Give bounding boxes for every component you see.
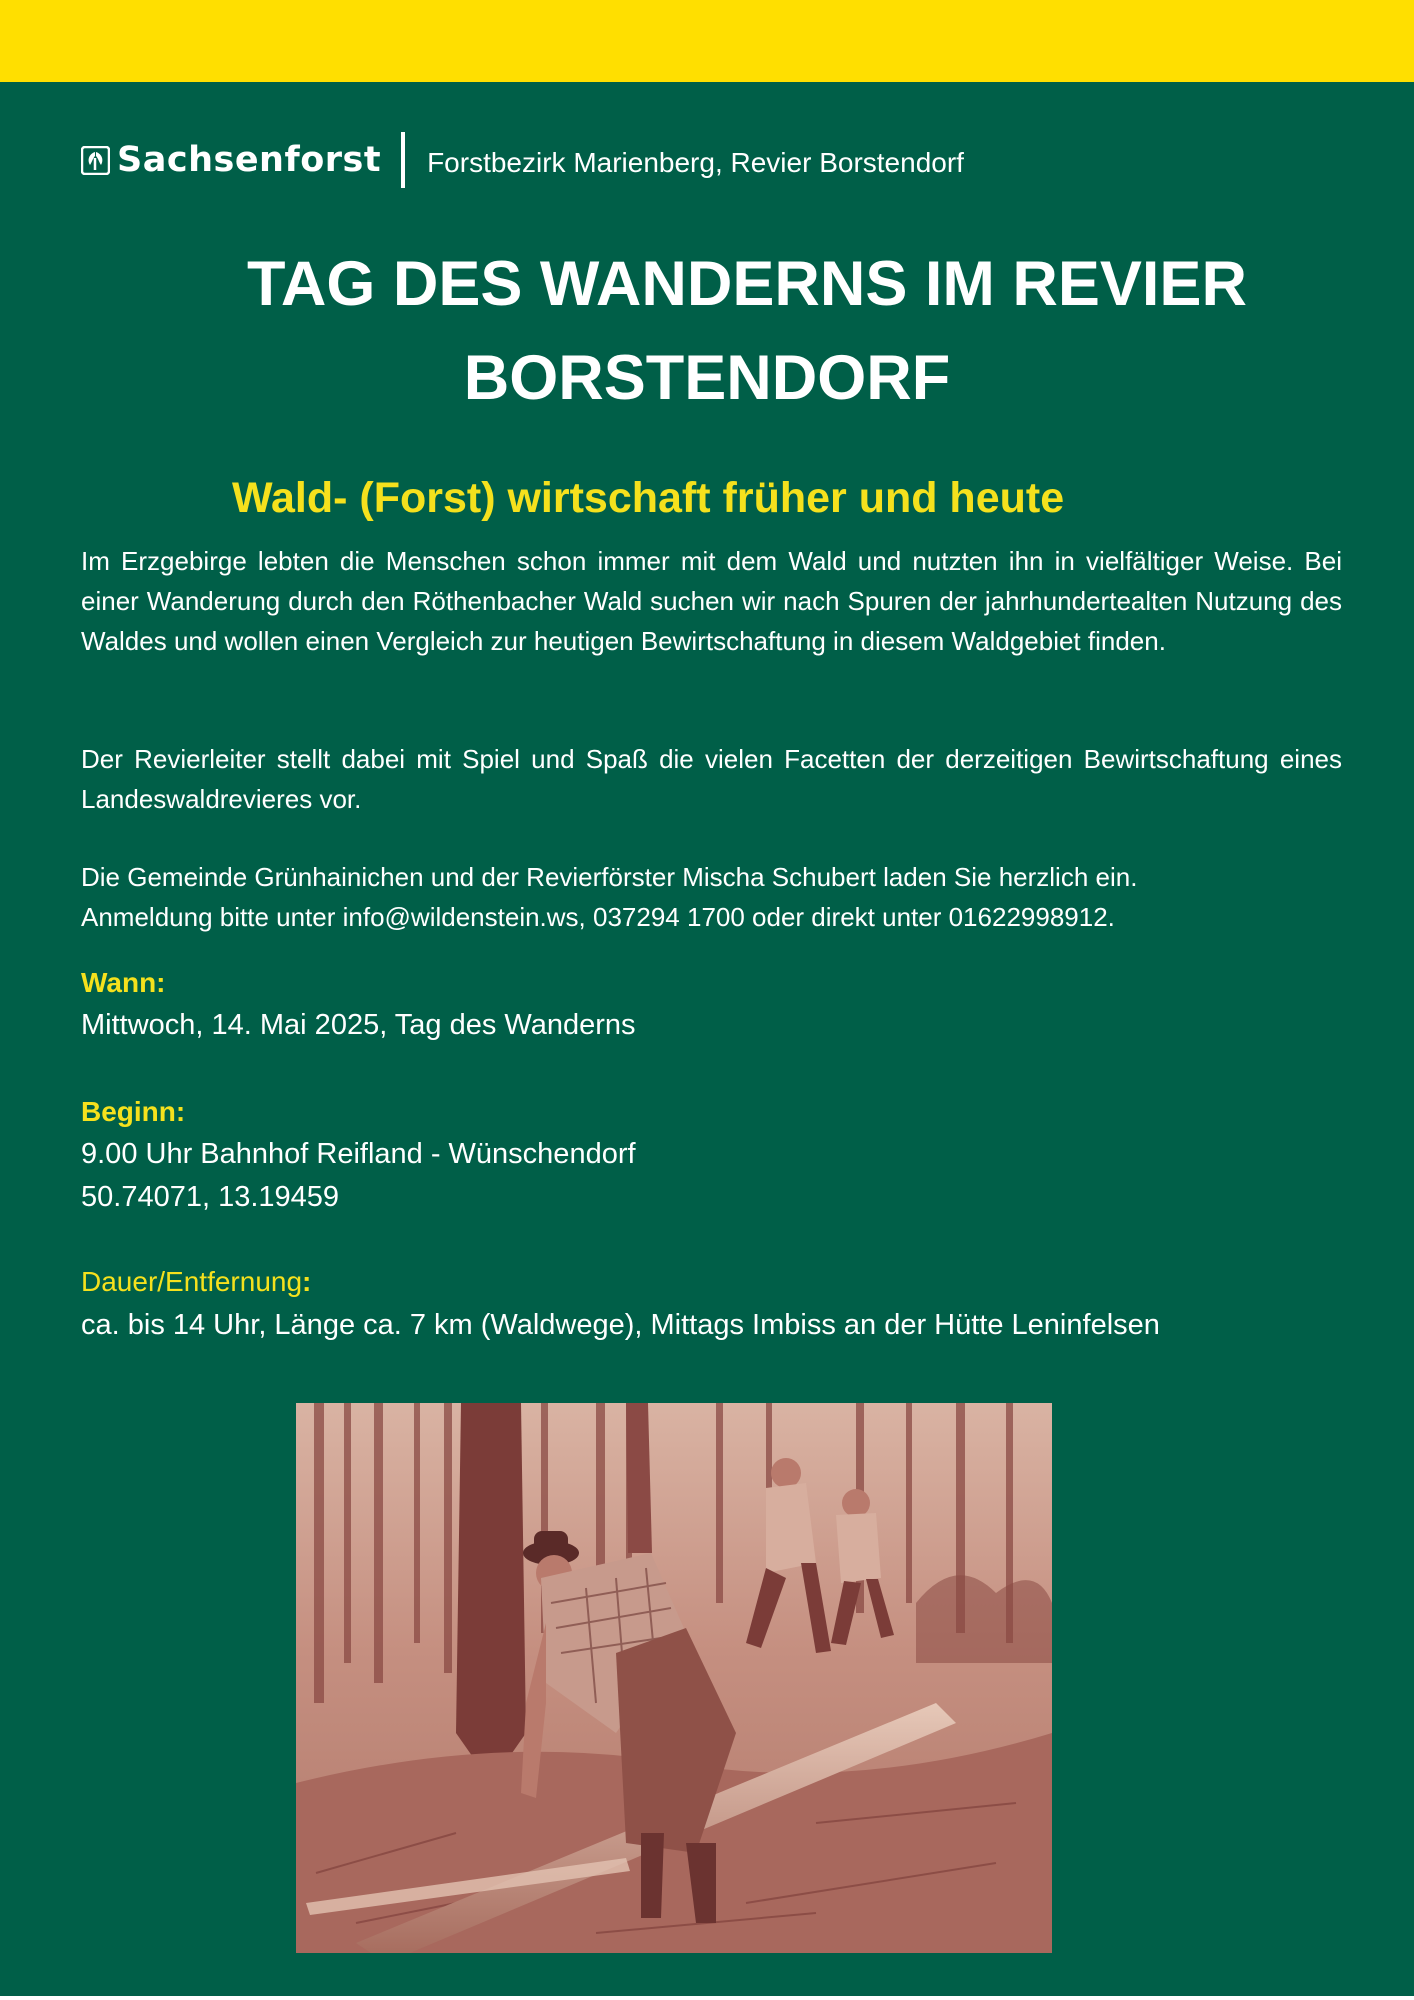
duration-label-text: Dauer/Entfernung	[81, 1266, 303, 1297]
bottom-edge	[0, 1996, 1414, 2000]
district-name: Forstbezirk Marienberg, Revier Borstendorf	[427, 147, 964, 178]
start-label: Beginn:	[81, 1096, 186, 1127]
header-divider	[401, 132, 405, 188]
invite-line-2: Anmeldung bitte unter info@wildenstein.ws, 037294 1700 oder direkt unter 01622998912.	[81, 902, 1115, 932]
duration-label-colon: :	[302, 1266, 312, 1297]
subtitle: Wald- (Forst) wirtschaft früher und heute	[232, 474, 1065, 522]
when-value: Mittwoch, 14. Mai 2025, Tag des Wanderns	[81, 1009, 636, 1041]
tree-leaf-icon	[81, 146, 110, 175]
historic-forest-work-photo	[296, 1403, 1052, 1953]
title-line-1: TAG DES WANDERNS IM REVIER	[247, 249, 1247, 319]
brand-name: Sachsenforst	[117, 140, 382, 180]
leader-paragraph: Der Revierleiter stellt dabei mit Spiel und Spaß die vielen Facetten der derzeitigen Bewirtschaftung eines Landeswaldrevieres vor.	[81, 744, 1342, 814]
header	[81, 130, 964, 190]
invite-paragraph	[81, 857, 1342, 937]
start-value: 9.00 Uhr Bahnhof Reifland - Wünschendorf	[81, 1138, 636, 1170]
title-line-2: BORSTENDORF	[463, 343, 951, 413]
invite-line-1: Die Gemeinde Grünhainichen und der Revierförster Mischa Schubert laden Sie herzlich ein.	[81, 862, 1138, 892]
top-yellow-bar	[0, 0, 1414, 82]
duration-label	[81, 1266, 311, 1298]
when-label: Wann:	[81, 967, 166, 998]
start-coordinates: 50.74071, 13.19459	[81, 1181, 340, 1213]
duration-value: ca. bis 14 Uhr, Länge ca. 7 km (Waldwege), Mittags Imbiss an der Hütte Leninfelsen	[81, 1309, 1160, 1341]
intro-paragraph: Im Erzgebirge lebten die Menschen schon immer mit dem Wald und nutzten ihn in vielfältiger Weise. Bei einer Wanderung durch den Röthenbacher Wald suchen wir nach Spuren der jahrhundertealten Nutzung des Waldes und wollen einen Vergleich zur heutigen Bewirtschaftung in diesem Waldgebiet finden.	[81, 546, 1342, 656]
